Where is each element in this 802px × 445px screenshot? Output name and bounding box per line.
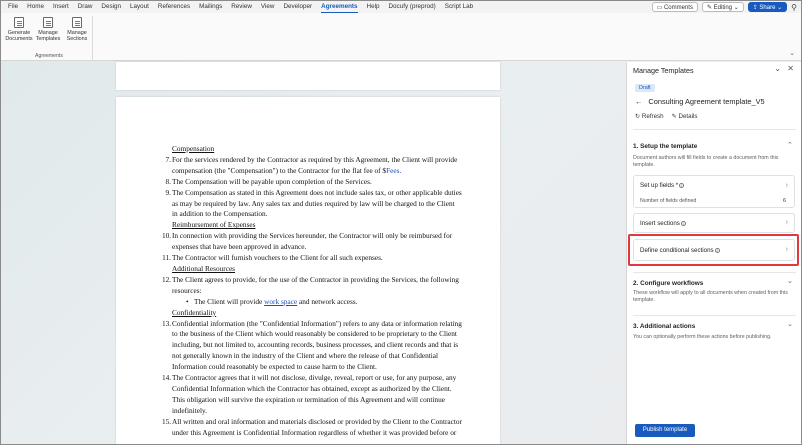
item-number: 14. — [162, 373, 172, 383]
tab-home[interactable]: Home — [27, 3, 44, 10]
chevron-up-icon[interactable]: ⌃ — [787, 142, 793, 149]
item-continuation — [172, 406, 484, 417]
tab-agreements[interactable]: Agreements — [321, 2, 357, 13]
item-text: resources: — [172, 285, 202, 295]
comments-label: Comments — [663, 5, 693, 11]
section-heading: Confidentiality — [172, 307, 217, 317]
group-label: Agreements — [35, 53, 63, 59]
item-text: to the business of the Client which would reasonably be considered to be proprietary to the Client — [172, 329, 457, 339]
bullet-item — [172, 297, 484, 308]
divider — [633, 272, 796, 273]
chevron-down-icon: ⌄ — [777, 5, 783, 11]
button-label-line2: Templates — [35, 36, 61, 42]
insert-sections-label: Insert sections i — [640, 220, 686, 227]
item-continuation — [172, 199, 484, 210]
numbered-item — [162, 416, 484, 428]
tab-review[interactable]: Review — [231, 3, 252, 10]
item-continuation — [172, 329, 484, 340]
item-text: compensation (the "Compensation") to the Contractor for the flat fee of $ — [172, 165, 387, 175]
section-heading: Compensation — [172, 144, 215, 153]
comments-button[interactable] — [652, 2, 698, 12]
item-text: expenses that have been approved in advance. — [172, 242, 307, 252]
chevron-down-icon[interactable]: ⌄ — [774, 64, 781, 73]
actions-section-description: You can optionally perform these actions before publishing. — [633, 334, 772, 340]
numbered-item — [162, 373, 484, 384]
status-badge: Draft — [635, 84, 655, 92]
numbered-item — [162, 274, 484, 286]
chevron-down-icon: ⌄ — [733, 5, 739, 11]
item-text: Confidential Information which the Contractor has obtained, except as authorized by the Client. — [172, 383, 452, 393]
item-continuation — [172, 362, 484, 373]
divider — [633, 315, 796, 316]
item-continuation — [172, 428, 484, 439]
item-text: The Compensation as stated in this Agreement does not include sales tax, or other applicable duties — [172, 187, 462, 197]
workflows-section-description: These workflow will apply to all documents when created from this template. — [633, 290, 788, 303]
item-continuation — [172, 351, 484, 362]
item-text: This obligation will survive the expiration or termination of this Agreement and will continue — [172, 394, 445, 404]
section-heading: Reimbursement of Expenses — [172, 220, 256, 230]
pencil-icon: ✎ — [706, 5, 712, 11]
item-text: The Client agrees to provide, for the use of the Contractor in providing the Services, the following — [172, 274, 459, 284]
close-icon[interactable]: ✕ — [787, 64, 794, 73]
item-number: 8. — [165, 176, 171, 186]
tab-help[interactable]: Help — [366, 3, 380, 10]
item-continuation — [172, 166, 484, 177]
document-page[interactable] — [116, 97, 500, 445]
tab-developer[interactable]: Developer — [283, 3, 313, 10]
item-continuation — [172, 242, 484, 253]
item-number: 13. — [162, 318, 172, 328]
item-text: In connection with providing the Services hereunder, the Contractor will only be reimbursed for — [172, 231, 453, 241]
template-icon — [43, 17, 53, 28]
info-icon: i — [679, 183, 684, 188]
item-text: Information could reasonably be expected to cause harm to the Client. — [172, 362, 377, 372]
item-text: The Client will provide — [194, 296, 265, 306]
fees-field[interactable]: Fees. — [386, 165, 402, 175]
item-text: under this Agreement is Confidential Information regardless of whether it was provided before or — [172, 427, 457, 437]
chevron-right-icon: › — [785, 246, 788, 253]
chevron-down-icon[interactable]: ⌄ — [787, 321, 793, 328]
item-continuation — [172, 286, 484, 297]
tab-view[interactable]: View — [260, 3, 275, 10]
sections-icon — [72, 17, 82, 28]
numbered-item — [165, 154, 484, 166]
title-actions — [652, 2, 797, 12]
editing-label: Editing — [713, 5, 733, 11]
set-up-fields-label: Set up fields * i — [640, 182, 684, 189]
tab-mailings[interactable]: Mailings — [199, 3, 223, 10]
button-label-line1: Manage — [38, 30, 58, 36]
details-label: Details — [678, 113, 698, 120]
chevron-right-icon: › — [785, 182, 788, 189]
item-continuation — [172, 340, 484, 351]
item-text: For the services rendered by the Contractor as required by this Agreement, the Client will provide — [172, 154, 458, 164]
share-label: Share — [759, 5, 776, 11]
template-name: Consulting Agreement template_V5 — [648, 97, 765, 106]
set-up-fields-card[interactable] — [633, 175, 795, 208]
document-body[interactable] — [162, 144, 484, 438]
item-number: 12. — [162, 274, 172, 284]
setup-section-description: Document authors will fill fields to create a document from this template. — [633, 155, 779, 168]
item-text: and network access. — [297, 296, 358, 306]
document-page-previous — [116, 62, 500, 90]
info-icon: i — [715, 248, 720, 253]
ribbon — [1, 13, 801, 61]
template-actions — [635, 113, 697, 120]
chevron-right-icon: › — [785, 219, 788, 226]
share-button[interactable] — [748, 2, 787, 12]
workflows-section-title[interactable]: 2. Configure workflows — [633, 280, 704, 287]
numbered-item — [162, 318, 484, 330]
item-text: not generally known in the industry of the Client and where the release of that Confidential — [172, 351, 439, 361]
item-text: indefinitely. — [172, 405, 207, 415]
numbered-item — [162, 231, 484, 242]
item-number: 15. — [162, 416, 172, 426]
item-number: 11. — [162, 253, 171, 263]
item-text: Confidential information (the "Confidential Information") refers to any data or information relating — [172, 318, 462, 328]
item-text: in addition to the Compensation. — [172, 209, 268, 219]
refresh-icon: ↻ — [635, 113, 641, 120]
insert-sections-card[interactable] — [633, 213, 795, 233]
section-heading: Additional Resources — [172, 263, 236, 273]
item-text: All written and oral information and materials disclosed or provided by the Client to the Contractor — [172, 416, 462, 426]
fields-defined-count: 6 — [783, 198, 786, 204]
comment-icon: ▭ — [656, 5, 663, 11]
setup-section-title[interactable]: 1. Setup the template — [633, 143, 698, 150]
highlight-box — [628, 234, 799, 266]
manage-templates-pane — [626, 62, 801, 445]
document-icon — [14, 17, 24, 28]
template-header — [635, 97, 765, 106]
button-label-line2: Documents — [5, 36, 33, 42]
numbered-item — [165, 176, 484, 188]
tab-insert[interactable]: Insert — [52, 3, 69, 10]
hyperlink[interactable]: work space — [264, 296, 298, 306]
chevron-down-icon[interactable]: ⌄ — [787, 278, 793, 285]
item-number: 9. — [165, 187, 171, 197]
refresh-button[interactable] — [635, 113, 664, 120]
item-text: The Contractor will furnish vouchers to the Client for all such expenses. — [172, 253, 383, 263]
item-text: The Compensation will be payable upon completion of the Services. — [172, 176, 372, 186]
tab-docufy-preprod[interactable]: Docufy (preprod) — [388, 3, 436, 10]
ribbon-collapse-icon[interactable]: ⌄ — [789, 50, 795, 57]
back-arrow-icon[interactable]: ← — [635, 97, 643, 106]
pane-title: Manage Templates — [633, 66, 694, 75]
tab-script-lab[interactable]: Script Lab — [444, 3, 474, 10]
refresh-label: Refresh — [641, 113, 664, 120]
item-text: as may be required by law. Any sales tax and duties required by law will be charged to the Client — [172, 198, 455, 208]
fields-defined-label: Number of fields defined — [640, 198, 697, 204]
numbered-item — [162, 253, 484, 264]
editing-mode-button[interactable] — [702, 2, 744, 12]
item-number: 7. — [165, 154, 171, 164]
item-continuation — [172, 395, 484, 406]
button-label-line1: Manage — [67, 30, 87, 36]
tab-references[interactable]: References — [157, 3, 191, 10]
pencil-icon: ✎ — [671, 113, 677, 120]
item-number: 10. — [162, 231, 172, 241]
tab-design[interactable]: Design — [101, 3, 122, 10]
details-button[interactable] — [672, 113, 698, 120]
person-icon[interactable]: ⚲ — [791, 2, 797, 12]
manage-templates-button[interactable] — [34, 16, 62, 42]
tab-file[interactable]: File — [8, 3, 19, 10]
tab-layout[interactable]: Layout — [130, 3, 149, 10]
agreements-group — [5, 16, 93, 60]
item-continuation — [172, 384, 484, 395]
item-text: The Contractor agrees that it will not disclose, divulge, reveal, report or use, for any purpose, any — [172, 373, 457, 383]
actions-section-title[interactable]: 3. Additional actions — [633, 323, 696, 330]
manage-sections-button[interactable] — [63, 16, 91, 42]
item-continuation — [172, 209, 484, 220]
publish-template-button[interactable]: Publish template — [635, 424, 695, 437]
info-icon: i — [681, 221, 686, 226]
define-conditional-sections-label: Define conditional sections i — [640, 247, 720, 254]
share-icon: ⇪ — [752, 5, 758, 11]
divider — [633, 129, 796, 130]
button-label-line2: Sections — [66, 36, 88, 42]
numbered-item — [165, 187, 484, 199]
generate-documents-button[interactable] — [5, 16, 33, 42]
tab-draw[interactable]: Draw — [77, 3, 93, 10]
button-label-line1: Generate — [7, 30, 31, 36]
item-text: including, but not limited to, accounting records, business processes, and client records and that is — [172, 340, 459, 350]
